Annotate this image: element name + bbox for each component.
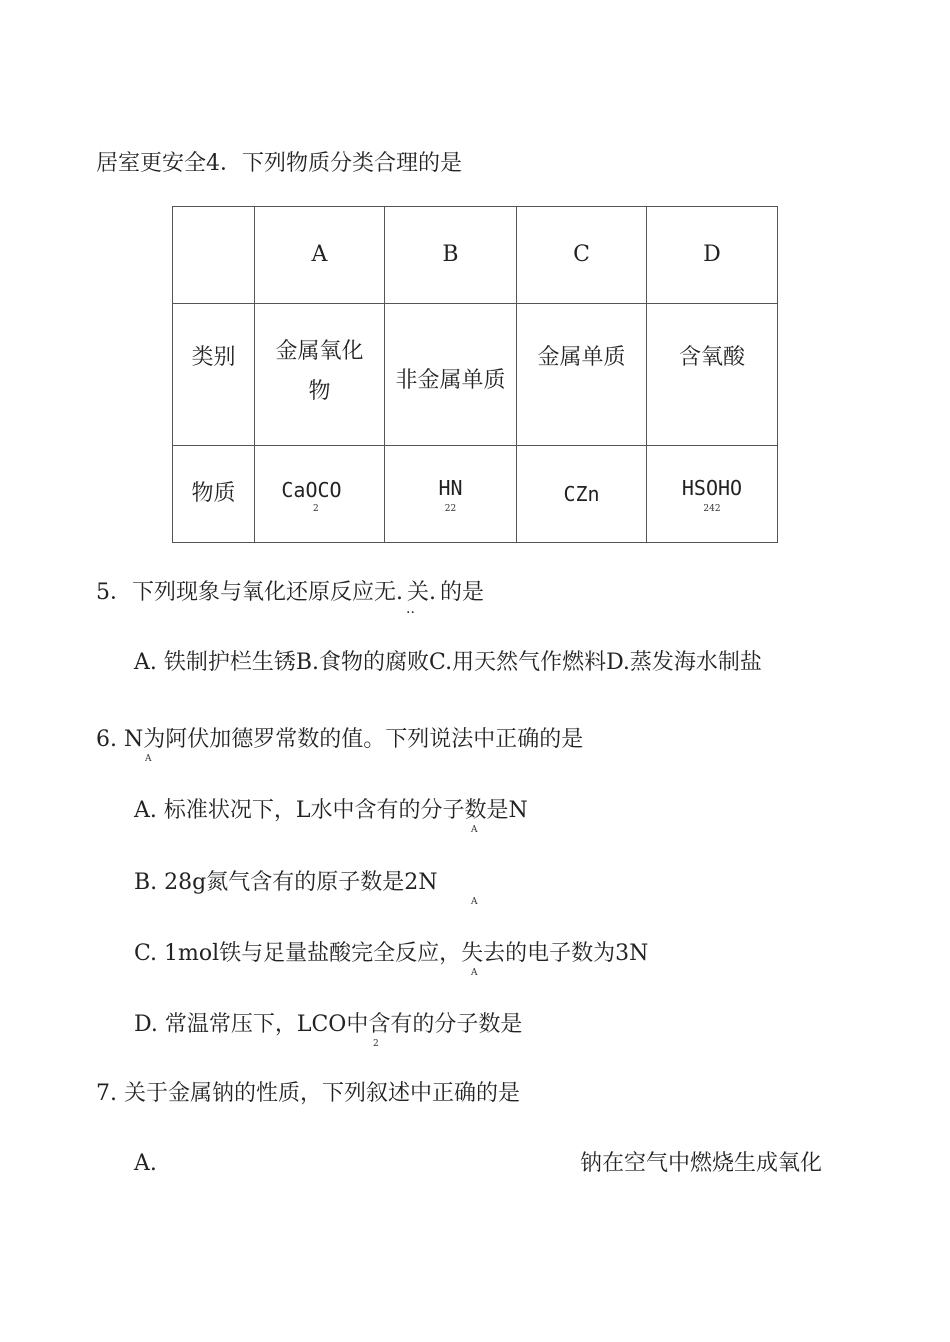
substance-b <box>385 446 517 543</box>
q6-option-a-subscript: A <box>471 825 478 835</box>
q6-option-c-subscript: A <box>471 968 478 978</box>
substance-a-formula: CaOCO <box>281 477 342 502</box>
substance-d <box>647 446 778 543</box>
header-b: B <box>385 207 517 304</box>
intro-line: 居室更安全4．下列物质分类合理的是 <box>96 151 462 176</box>
q5-stem-c: 的是 <box>440 580 485 605</box>
substance-d-subscript: 242 <box>703 504 721 514</box>
header-a: A <box>255 207 385 304</box>
q5-stem-b: 关 <box>407 580 430 605</box>
classification-table <box>172 206 778 543</box>
q6-stem-subscript: A <box>145 754 152 764</box>
table-row-category <box>173 304 778 446</box>
table-corner-cell <box>173 207 255 304</box>
q6-option-b: B. 28g氮气含有的原子数是2N <box>134 870 438 895</box>
q6-option-a: A. 标准状况下，L水中含有的分子数是N <box>134 798 528 823</box>
substance-a-subscript: 2 <box>313 504 319 514</box>
substance-d-formula: HSOHO <box>681 475 743 500</box>
q5-emphasis-dots: .. <box>406 601 415 617</box>
q5-mark-1: . <box>396 580 403 605</box>
category-b: 非金属单质 <box>385 304 517 446</box>
q6-option-d-subscript: 2 <box>373 1039 379 1049</box>
substance-label: 物质 <box>173 446 255 543</box>
substance-a <box>255 446 385 543</box>
q7-option-a-label: A. <box>134 1151 157 1176</box>
q6-option-c: C. 1mol铁与足量盐酸完全反应，失去的电子数为3N <box>134 941 649 966</box>
category-d: 含氧酸 <box>647 304 778 446</box>
q6-option-b-subscript: A <box>471 897 478 907</box>
table-header-row <box>173 207 778 304</box>
category-a: 金属氧化 物 <box>255 304 385 446</box>
q5-stem-a: 5．下列现象与氧化还原反应无 <box>96 580 396 605</box>
category-label: 类别 <box>173 304 255 446</box>
substance-b-subscript: 22 <box>444 504 457 514</box>
q6-option-d: D. 常温常压下，LCO中含有的分子数是 <box>134 1012 523 1037</box>
header-c: C <box>517 207 647 304</box>
q6-stem: 6. N为阿伏加德罗常数的值。下列说法中正确的是 <box>96 727 584 752</box>
q5-stem <box>96 579 484 607</box>
substance-c-formula: CZn <box>563 481 600 506</box>
q7-stem: 7. 关于金属钠的性质，下列叙述中正确的是 <box>96 1081 520 1106</box>
q5-mark-2: . <box>429 580 437 605</box>
q7-option-a-text: 钠在空气中燃烧生成氧化 <box>580 1151 823 1176</box>
table-row-substance <box>173 446 778 543</box>
substance-b-formula: HN <box>438 475 463 500</box>
category-c: 金属单质 <box>517 304 647 446</box>
q5-options: A. 铁制护栏生锈B.食物的腐败C.用天然气作燃料D.蒸发海水制盐 <box>134 650 762 675</box>
substance-c <box>517 446 647 543</box>
header-d: D <box>647 207 778 304</box>
